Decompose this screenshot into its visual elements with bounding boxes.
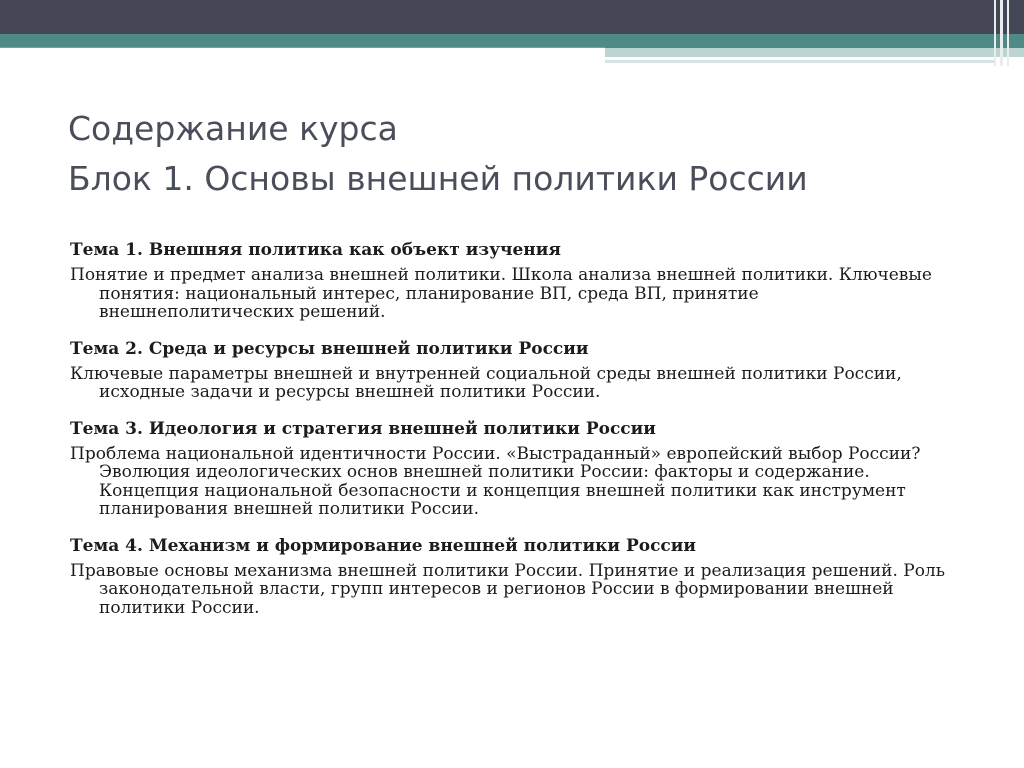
topic-heading: Тема 4. Механизм и формирование внешней политики России <box>70 535 696 556</box>
header-band-teal <box>0 34 1024 48</box>
topics-list <box>70 240 950 634</box>
header-band-dark <box>0 0 1024 34</box>
topic-item <box>70 536 950 618</box>
topic-body: Правовые основы механизма внешней политики России. Принятие и реализация решений. Роль законодательной власти, групп интересов и регионов России в формировании внешней политики России. <box>70 560 945 618</box>
topic-heading: Тема 1. Внешняя политика как объект изучения <box>70 240 561 260</box>
topic-body: Ключевые параметры внешней и внутренней социальной среды внешней политики России, исходные задачи и ресурсы внешней политики России. <box>70 363 902 402</box>
topic-item <box>70 339 950 402</box>
slide-title-line-1: Содержание курса <box>68 109 398 148</box>
header-band-divider <box>0 47 605 48</box>
topic-item <box>70 240 950 322</box>
topic-body: Понятие и предмет анализа внешней политики. Школа анализа внешней политики. Ключевые понятия: национальный интерес, планирование ВП, среда ВП, принятие внешнеполитических решений. <box>70 265 932 322</box>
header-band-light <box>605 48 1024 57</box>
slide-title <box>68 104 988 204</box>
slide-title-line-2: Блок 1. Основы внешней политики России <box>68 159 808 198</box>
header-vertical-lines <box>992 0 1014 66</box>
topic-item <box>70 419 950 519</box>
topic-heading: Тема 2. Среда и ресурсы внешней политики России <box>70 338 589 359</box>
header-band-thin <box>605 60 995 63</box>
topic-body: Проблема национальной идентичности России. «Выстраданный» европейский выбор России? Эволюция идеологических основ внешней политики России: факторы и содержание. Концепция национальной безопасности и концепция внешней политики как инструмент планирования внешней политики России. <box>70 443 921 519</box>
topic-heading: Тема 3. Идеология и стратегия внешней политики России <box>70 418 656 439</box>
